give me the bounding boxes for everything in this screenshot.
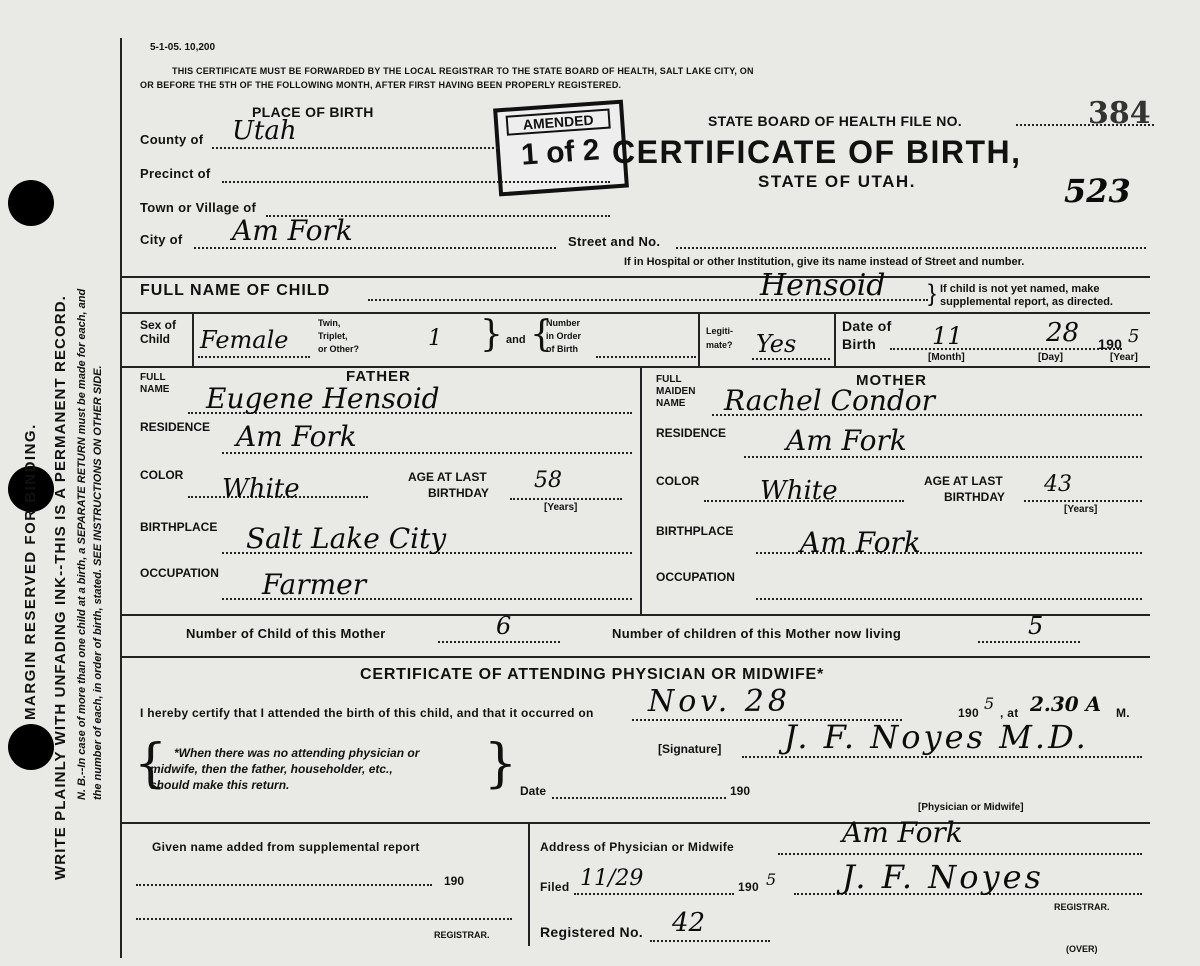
registrar-label: REGISTRAR. — [1054, 902, 1110, 912]
mother-full-label: FULL — [656, 374, 682, 385]
physician-date-label: Date — [520, 784, 547, 798]
father-age-value: 58 — [534, 468, 562, 493]
filed-line — [574, 893, 734, 895]
legit-label-2: mate? — [706, 340, 733, 350]
mother-age-value: 43 — [1044, 472, 1072, 497]
rule-above-physician — [120, 656, 1150, 658]
notice-line-1: THIS CERTIFICATE MUST BE FORWARDED BY THE LOCAL REGISTRAR TO THE STATE BOARD OF HEALTH, SALT LAKE CITY, ON — [172, 66, 754, 76]
mother-residence-label: RESIDENCE — [656, 426, 727, 440]
father-age-line — [510, 498, 622, 500]
physician-m-label: M. — [1116, 706, 1130, 720]
over-label: (OVER) — [1066, 944, 1098, 954]
margin-reserved-text: MARGIN RESERVED FOR BINDING. — [22, 423, 39, 720]
place-of-birth-heading: PLACE OF BIRTH — [252, 104, 374, 120]
filed-label: Filed — [540, 880, 570, 894]
rule-below-name — [120, 312, 1150, 314]
child-name-note-2: supplemental report, as directed. — [940, 296, 1113, 308]
number-label-3: of Birth — [546, 344, 578, 354]
father-color-value: White — [222, 474, 300, 504]
precinct-line — [222, 181, 610, 183]
certificate-title: CERTIFICATE OF BIRTH, — [612, 134, 1022, 170]
binding-hole-bottom — [8, 724, 54, 770]
physician-address-label: Address of Physician or Midwife — [540, 840, 735, 854]
sex-line — [198, 356, 310, 358]
signature-label: [Signature] — [658, 742, 722, 756]
physician-year-suffix: 5 — [984, 694, 995, 713]
living-count-value: 5 — [1028, 612, 1044, 640]
dob-year-caption: [Year] — [1110, 352, 1138, 363]
living-count-line — [978, 641, 1080, 643]
father-heading: FATHER — [346, 368, 411, 385]
and-label: and — [506, 334, 526, 346]
hospital-note: If in Hospital or other Institution, give its name instead of Street and number. — [624, 256, 1025, 268]
mother-color-label: COLOR — [656, 474, 700, 488]
father-age-label-2: BIRTHDAY — [428, 486, 489, 500]
signature-value: J. F. Noyes M.D. — [784, 718, 1089, 756]
legit-label-1: Legiti- — [706, 326, 733, 336]
father-full-label: FULL — [140, 372, 166, 383]
twin-label-3: or Other? — [318, 344, 360, 354]
supplemental-line-1 — [136, 884, 432, 886]
twin-brace: } — [480, 314, 503, 355]
physician-role-caption: [Physician or Midwife] — [918, 802, 1024, 813]
legit-line — [752, 358, 830, 360]
filed-year-prefix: 190 — [738, 880, 759, 894]
registered-number-value: 42 — [672, 908, 706, 938]
mother-occupation-line — [756, 598, 1142, 600]
city-value: Am Fork — [232, 214, 353, 247]
father-occupation-value: Farmer — [262, 568, 367, 601]
legit-divider-right — [834, 314, 836, 366]
legit-divider-left — [698, 314, 700, 366]
child-name-brace: } — [928, 280, 937, 307]
registered-number-line — [650, 940, 770, 942]
dob-label-1: Date of — [842, 318, 892, 334]
sex-label-2: Child — [140, 332, 170, 346]
living-count-label: Number of children of this Mother now living — [612, 626, 902, 641]
registrar-signature: J. F. Noyes — [842, 858, 1044, 896]
number-line — [596, 356, 696, 358]
dob-year-suffix: 5 — [1128, 326, 1140, 347]
father-birthplace-value: Salt Lake City — [246, 522, 447, 555]
physician-heading: CERTIFICATE OF ATTENDING PHYSICIAN OR MIDWIFE* — [360, 666, 825, 683]
number-brace: { — [530, 314, 553, 355]
registered-number-label: Registered No. — [540, 924, 643, 940]
amended-stamp-label: AMENDED — [506, 109, 611, 136]
city-line — [194, 247, 556, 249]
sex-label-1: Sex of — [140, 318, 177, 332]
dob-year-prefix: 190 — [1098, 336, 1123, 352]
mother-name-value: Rachel Condor — [724, 384, 936, 417]
father-years-caption: [Years] — [544, 502, 578, 513]
father-age-label-1: AGE AT LAST — [408, 470, 487, 484]
county-value: Utah — [232, 116, 297, 146]
mother-birthplace-label: BIRTHPLACE — [656, 524, 734, 538]
physician-note-2: midwife, then the father, householder, etc., — [150, 762, 393, 776]
supplemental-registrar: REGISTRAR. — [434, 930, 490, 940]
binding-hole-top — [8, 180, 54, 226]
notice-line-2: OR BEFORE THE 5TH OF THE FOLLOWING MONTH, AFTER FIRST HAVING BEEN PROPERLY REGISTERED. — [140, 80, 622, 90]
street-line — [676, 247, 1146, 249]
mother-name-label: NAME — [656, 398, 686, 409]
mother-occupation-label: OCCUPATION — [656, 570, 735, 584]
child-name-note-1: If child is not yet named, make — [940, 283, 1100, 295]
father-name-value: Eugene Hensoid — [206, 382, 440, 415]
mother-color-value: White — [760, 476, 838, 506]
physician-time-value: 2.30 A — [1030, 692, 1102, 716]
form-left-border — [120, 38, 122, 958]
file-number-label: STATE BOARD OF HEALTH FILE NO. — [708, 113, 962, 129]
mother-maiden-label: MAIDEN — [656, 386, 696, 397]
margin-nb-line1: N. B.--In case of more than one child at a birth, a SEPARATE RETURN must be made for each, and — [76, 288, 88, 800]
sex-value: Female — [200, 326, 289, 354]
twin-value: 1 — [428, 326, 442, 351]
physician-note-3: should make this return. — [150, 778, 290, 792]
filed-value: 11/29 — [580, 866, 644, 891]
number-label-2: in Order — [546, 331, 582, 341]
physician-certify-text: I hereby certify that I attended the birth of this child, and that it occurred on — [140, 706, 594, 720]
precinct-label: Precinct of — [140, 166, 211, 181]
mother-age-line — [1024, 500, 1142, 502]
father-color-label: COLOR — [140, 468, 184, 482]
child-name-value: Hensoid — [760, 268, 886, 303]
county-label: County of — [140, 132, 204, 147]
number-label-1: Number — [546, 318, 581, 328]
rule-below-parents — [120, 614, 1150, 616]
signature-line — [742, 756, 1142, 758]
father-residence-label: RESIDENCE — [140, 420, 211, 434]
child-name-label: FULL NAME OF CHILD — [140, 282, 331, 299]
rule-above-bottom-section — [120, 822, 1150, 824]
file-number-value: 384 — [1088, 96, 1151, 131]
twin-label-1: Twin, — [318, 318, 341, 328]
dob-day: 28 — [1046, 318, 1080, 348]
note-brace-right: } — [484, 734, 518, 794]
physician-note-1: *When there was no attending physician or — [174, 746, 420, 760]
twin-label-2: Triplet, — [318, 331, 348, 341]
dob-label-2: Birth — [842, 336, 877, 352]
child-number-line — [438, 641, 560, 643]
physician-date-year: 190 — [730, 784, 751, 798]
physician-at-label: , at — [1000, 706, 1019, 720]
county-line — [212, 147, 498, 149]
city-label: City of — [140, 232, 183, 247]
parents-divider — [640, 366, 642, 614]
dob-day-caption: [Day] — [1038, 352, 1064, 363]
bottom-section-divider — [528, 822, 530, 946]
mother-age-label-1: AGE AT LAST — [924, 474, 1003, 488]
father-name-label: NAME — [140, 384, 170, 395]
physician-address-line — [778, 853, 1142, 855]
rule-below-birth-row — [120, 366, 1150, 368]
father-occupation-label: OCCUPATION — [140, 566, 219, 580]
amended-stamp-copy: 1 of 2 — [520, 133, 601, 172]
filed-year-suffix: 5 — [766, 870, 777, 889]
physician-year-prefix: 190 — [958, 706, 979, 720]
father-residence-value: Am Fork — [236, 420, 357, 453]
rule-above-name — [120, 276, 1150, 278]
margin-nb-line2: the number of each, in order of birth, stated. SEE INSTRUCTIONS ON OTHER SIDE. — [92, 365, 104, 800]
note-brace-left: { — [134, 734, 168, 794]
father-birthplace-label: BIRTHPLACE — [140, 520, 218, 534]
physician-address-value: Am Fork — [842, 816, 963, 849]
child-number-label: Number of Child of this Mother — [186, 626, 386, 641]
sex-divider — [192, 314, 194, 366]
mother-years-caption: [Years] — [1064, 504, 1098, 515]
dob-line — [890, 348, 1122, 350]
state-heading: STATE OF UTAH. — [758, 172, 916, 191]
mother-birthplace-value: Am Fork — [800, 526, 921, 559]
mother-heading: MOTHER — [856, 372, 927, 389]
supplemental-line-2 — [136, 918, 512, 920]
physician-date-value: Nov. 28 — [648, 684, 791, 719]
dob-month-caption: [Month] — [928, 352, 965, 363]
form-code: 5-1-05. 10,200 — [150, 42, 216, 53]
dob-month: 11 — [932, 322, 963, 350]
supplemental-year: 190 — [444, 874, 465, 888]
mother-age-label-2: BIRTHDAY — [944, 490, 1005, 504]
town-label: Town or Village of — [140, 200, 257, 215]
street-label: Street and No. — [568, 234, 661, 249]
margin-write-plainly-text: WRITE PLAINLY WITH UNFADING INK--THIS IS A PERMANENT RECORD. — [52, 295, 69, 880]
legit-value: Yes — [756, 330, 797, 358]
physician-sign-date-line — [552, 797, 726, 799]
mother-residence-value: Am Fork — [786, 424, 907, 457]
certificate-number: 523 — [1064, 172, 1131, 210]
supplemental-label: Given name added from supplemental report — [152, 840, 420, 854]
child-number-value: 6 — [496, 612, 512, 640]
